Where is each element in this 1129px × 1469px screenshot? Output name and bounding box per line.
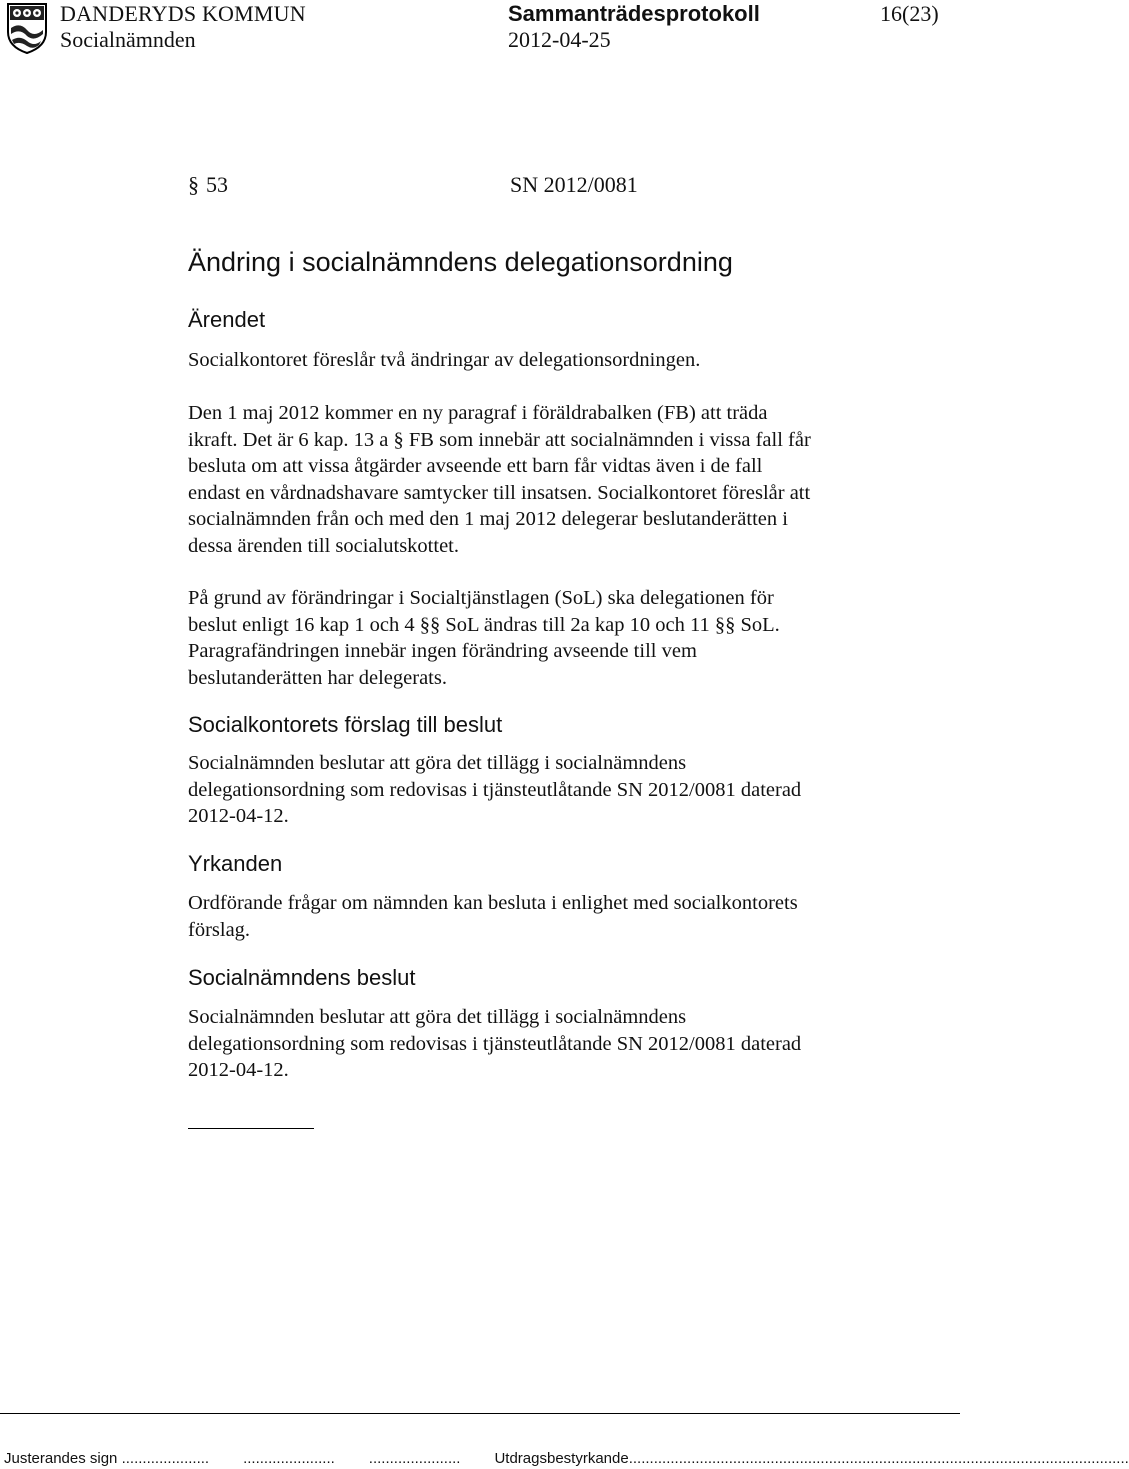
end-rule (188, 1128, 314, 1129)
footer (4, 1450, 1129, 1467)
text-line: Socialnämnden beslutar att göra det tillägg i socialnämndens (188, 752, 687, 774)
section-reference (188, 172, 228, 198)
paragraph-fb (188, 400, 908, 559)
text-line: 2012-04-12. (188, 1059, 289, 1081)
heading-motions: Yrkanden (188, 851, 283, 876)
meeting-date: 2012-04-25 (508, 27, 611, 52)
text-line: På grund av förändringar i Socialtjänstlagen (SoL) ska delegationen för (188, 587, 774, 609)
text-line: endast en vårdnadshavare samtycker till insatsen. Socialkontoret föreslår att (188, 481, 811, 504)
extract-certified-field: Utdragsbestyrkande........................................................................................................................ (494, 1450, 1129, 1467)
footer-divider (0, 1413, 960, 1414)
page-title: Ändring i socialnämndens delegationsordning (188, 247, 733, 277)
section-number: 53 (206, 172, 228, 197)
signature-field: Justerandes sign ..................... (4, 1450, 210, 1467)
text-line: Socialkontoret föreslår två ändringar av delegationsordningen. (188, 349, 701, 371)
signature-dots-2: ...................... (368, 1450, 461, 1467)
heading-proposal: Socialkontorets förslag till beslut (188, 712, 503, 737)
paragraph-intro (188, 347, 908, 374)
text-line: beslutanderätten har delegerats. (188, 666, 447, 689)
heading-decision: Socialnämndens beslut (188, 965, 416, 990)
heading-arendet: Ärendet (188, 307, 266, 332)
paragraph-proposal (188, 750, 908, 830)
paragraph-sol (188, 585, 908, 691)
paragraph-decision (188, 1004, 908, 1084)
text-line: ikraft. Det är 6 kap. 13 a § FB som innebär att socialnämnden i vissa fall får (188, 428, 811, 451)
text-line: 2012-04-12. (188, 805, 289, 827)
municipality-name: DANDERYDS KOMMUN (60, 1, 306, 26)
text-line: Paragrafändringen innebär ingen förändring avseende till vem (188, 640, 697, 662)
signature-dots-1: ...................... (243, 1450, 335, 1467)
text-line: socialnämnden från och med den 1 maj 2012 delegerar beslutanderätten i (188, 508, 788, 530)
document-type: Sammanträdesprotokoll (508, 1, 760, 26)
page-number: 16(23) (880, 1, 939, 26)
text-line: delegationsordning som redovisas i tjänsteutlåtande SN 2012/0081 daterad (188, 1032, 802, 1055)
case-number: SN 2012/0081 (510, 172, 638, 197)
text-line: beslut enligt 16 kap 1 och 4 §§ SoL ändras till 2a kap 10 och 11 §§ SoL. (188, 613, 780, 636)
text-line: förslag. (188, 918, 251, 941)
text-line: Ordförande frågar om nämnden kan besluta i enlighet med socialkontorets (188, 892, 798, 914)
text-line: Den 1 maj 2012 kommer en ny paragraf i föräldrabalken (FB) att träda (188, 402, 768, 424)
municipality-crest-icon (6, 2, 48, 54)
text-line: Socialnämnden beslutar att göra det tillägg i socialnämndens (188, 1006, 687, 1028)
text-line: dessa ärenden till socialutskottet. (188, 534, 459, 557)
text-line: delegationsordning som redovisas i tjänsteutlåtande SN 2012/0081 daterad (188, 778, 802, 801)
text-line: besluta om att vissa åtgärder avseende ett barn får vidtas även i de fall (188, 455, 763, 477)
section-symbol: § (188, 172, 199, 197)
board-name: Socialnämnden (60, 27, 196, 52)
paragraph-motions (188, 890, 908, 943)
